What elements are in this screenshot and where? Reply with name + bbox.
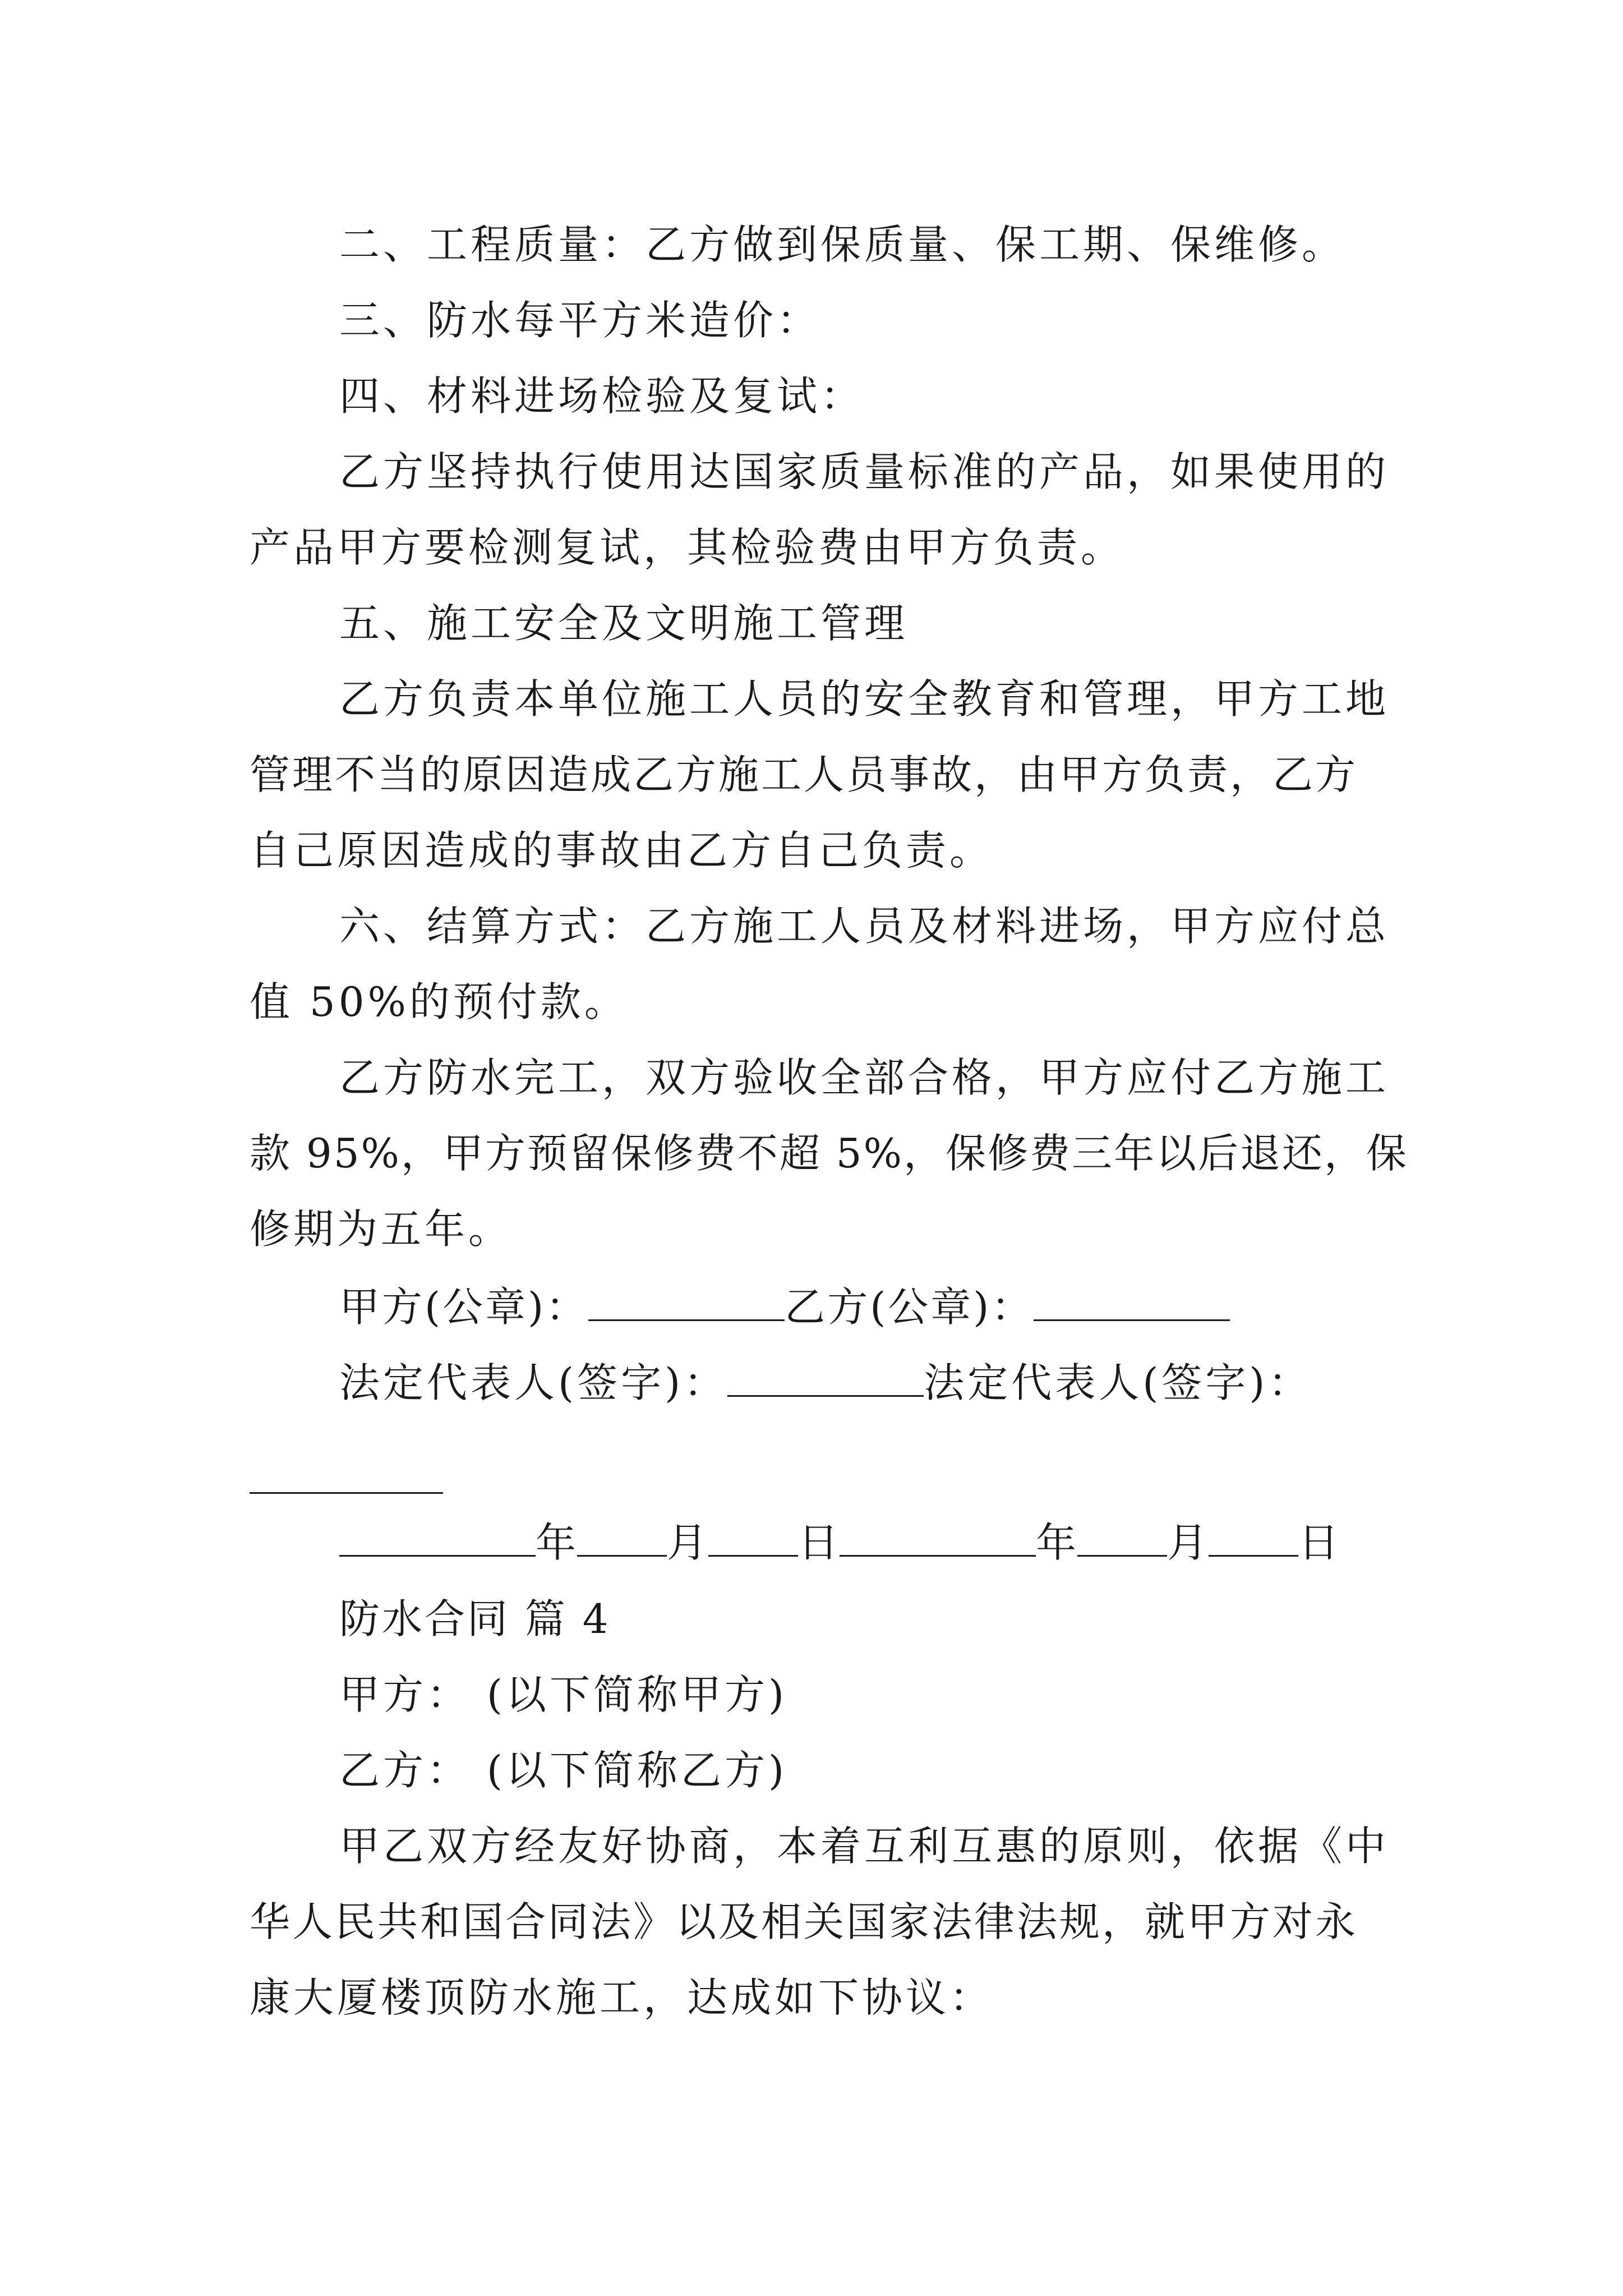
- paragraph-line: 款 95%，甲方预留保修费不超 5%，保修费三年以后退还，保: [250, 1130, 1409, 1177]
- date-a-day-blank: [708, 1520, 798, 1557]
- party-a-line: 甲方： (以下简称甲方): [339, 1671, 788, 1718]
- date-b-month-blank: [1077, 1520, 1167, 1557]
- paragraph-line: 管理不当的原因造成乙方施工人员事故，由甲方负责，乙方: [250, 751, 1358, 798]
- rep-b-blank: [250, 1492, 443, 1494]
- representative-line: [339, 1360, 1312, 1405]
- party-a-seal-label: 甲方(公章)：: [339, 1283, 589, 1331]
- party-b-seal-blank: [1034, 1285, 1230, 1321]
- year-label: 年: [536, 1519, 578, 1566]
- year-label: 年: [1036, 1519, 1078, 1566]
- rep-a-label: 法定代表人(签字)：: [339, 1359, 728, 1406]
- day-label: 日: [798, 1519, 840, 1566]
- clause-settlement: 六、结算方式：乙方施工人员及材料进场，甲方应付总: [339, 903, 1390, 950]
- paragraph-line: 乙方负责本单位施工人员的安全教育和管理，甲方工地: [339, 675, 1390, 723]
- rep-a-blank: [727, 1360, 924, 1397]
- paragraph-line: 甲乙双方经友好协商，本着互利互惠的原则，依据《中: [339, 1823, 1390, 1870]
- party-b-line: 乙方： (以下简称乙方): [339, 1747, 788, 1794]
- month-label: 月: [1167, 1519, 1209, 1566]
- party-a-seal-blank: [588, 1285, 785, 1321]
- day-label: 日: [1298, 1519, 1340, 1566]
- clause-price: 三、防水每平方米造价：: [339, 297, 821, 344]
- clause-quality: 二、工程质量：乙方做到保质量、保工期、保维修。: [339, 221, 1346, 268]
- paragraph-line: 乙方防水完工，双方验收全部合格，甲方应付乙方施工: [339, 1054, 1390, 1101]
- paragraph-line: 产品甲方要检测复试，其检验费由甲方负责。: [250, 524, 1125, 571]
- date-a-month-blank: [577, 1520, 667, 1557]
- rep-b-label: 法定代表人(签字)：: [924, 1359, 1312, 1406]
- seal-line: [339, 1285, 1230, 1329]
- date-b-year-blank: [840, 1520, 1036, 1557]
- paragraph-line: 值 50%的预付款。: [250, 978, 628, 1025]
- date-b-day-blank: [1209, 1520, 1298, 1557]
- date-line: [339, 1520, 1340, 1565]
- section-title: 防水合同 篇 4: [339, 1595, 611, 1642]
- paragraph-line: 自己原因造成的事故由乙方自己负责。: [250, 827, 994, 874]
- paragraph-line: 康大厦楼顶防水施工，达成如下协议：: [250, 1974, 994, 2021]
- paragraph-line: 华人民共和国合同法》以及相关国家法律法规，就甲方对永: [250, 1898, 1358, 1945]
- clause-safety: 五、施工安全及文明施工管理: [339, 600, 909, 647]
- clause-materials: 四、材料进场检验及复试：: [339, 372, 865, 420]
- paragraph-line: 修期为五年。: [250, 1205, 513, 1253]
- date-a-year-blank: [339, 1520, 536, 1557]
- party-b-seal-label: 乙方(公章)：: [785, 1283, 1034, 1331]
- month-label: 月: [667, 1519, 709, 1566]
- paragraph-line: 乙方坚持执行使用达国家质量标准的产品，如果使用的: [339, 448, 1390, 495]
